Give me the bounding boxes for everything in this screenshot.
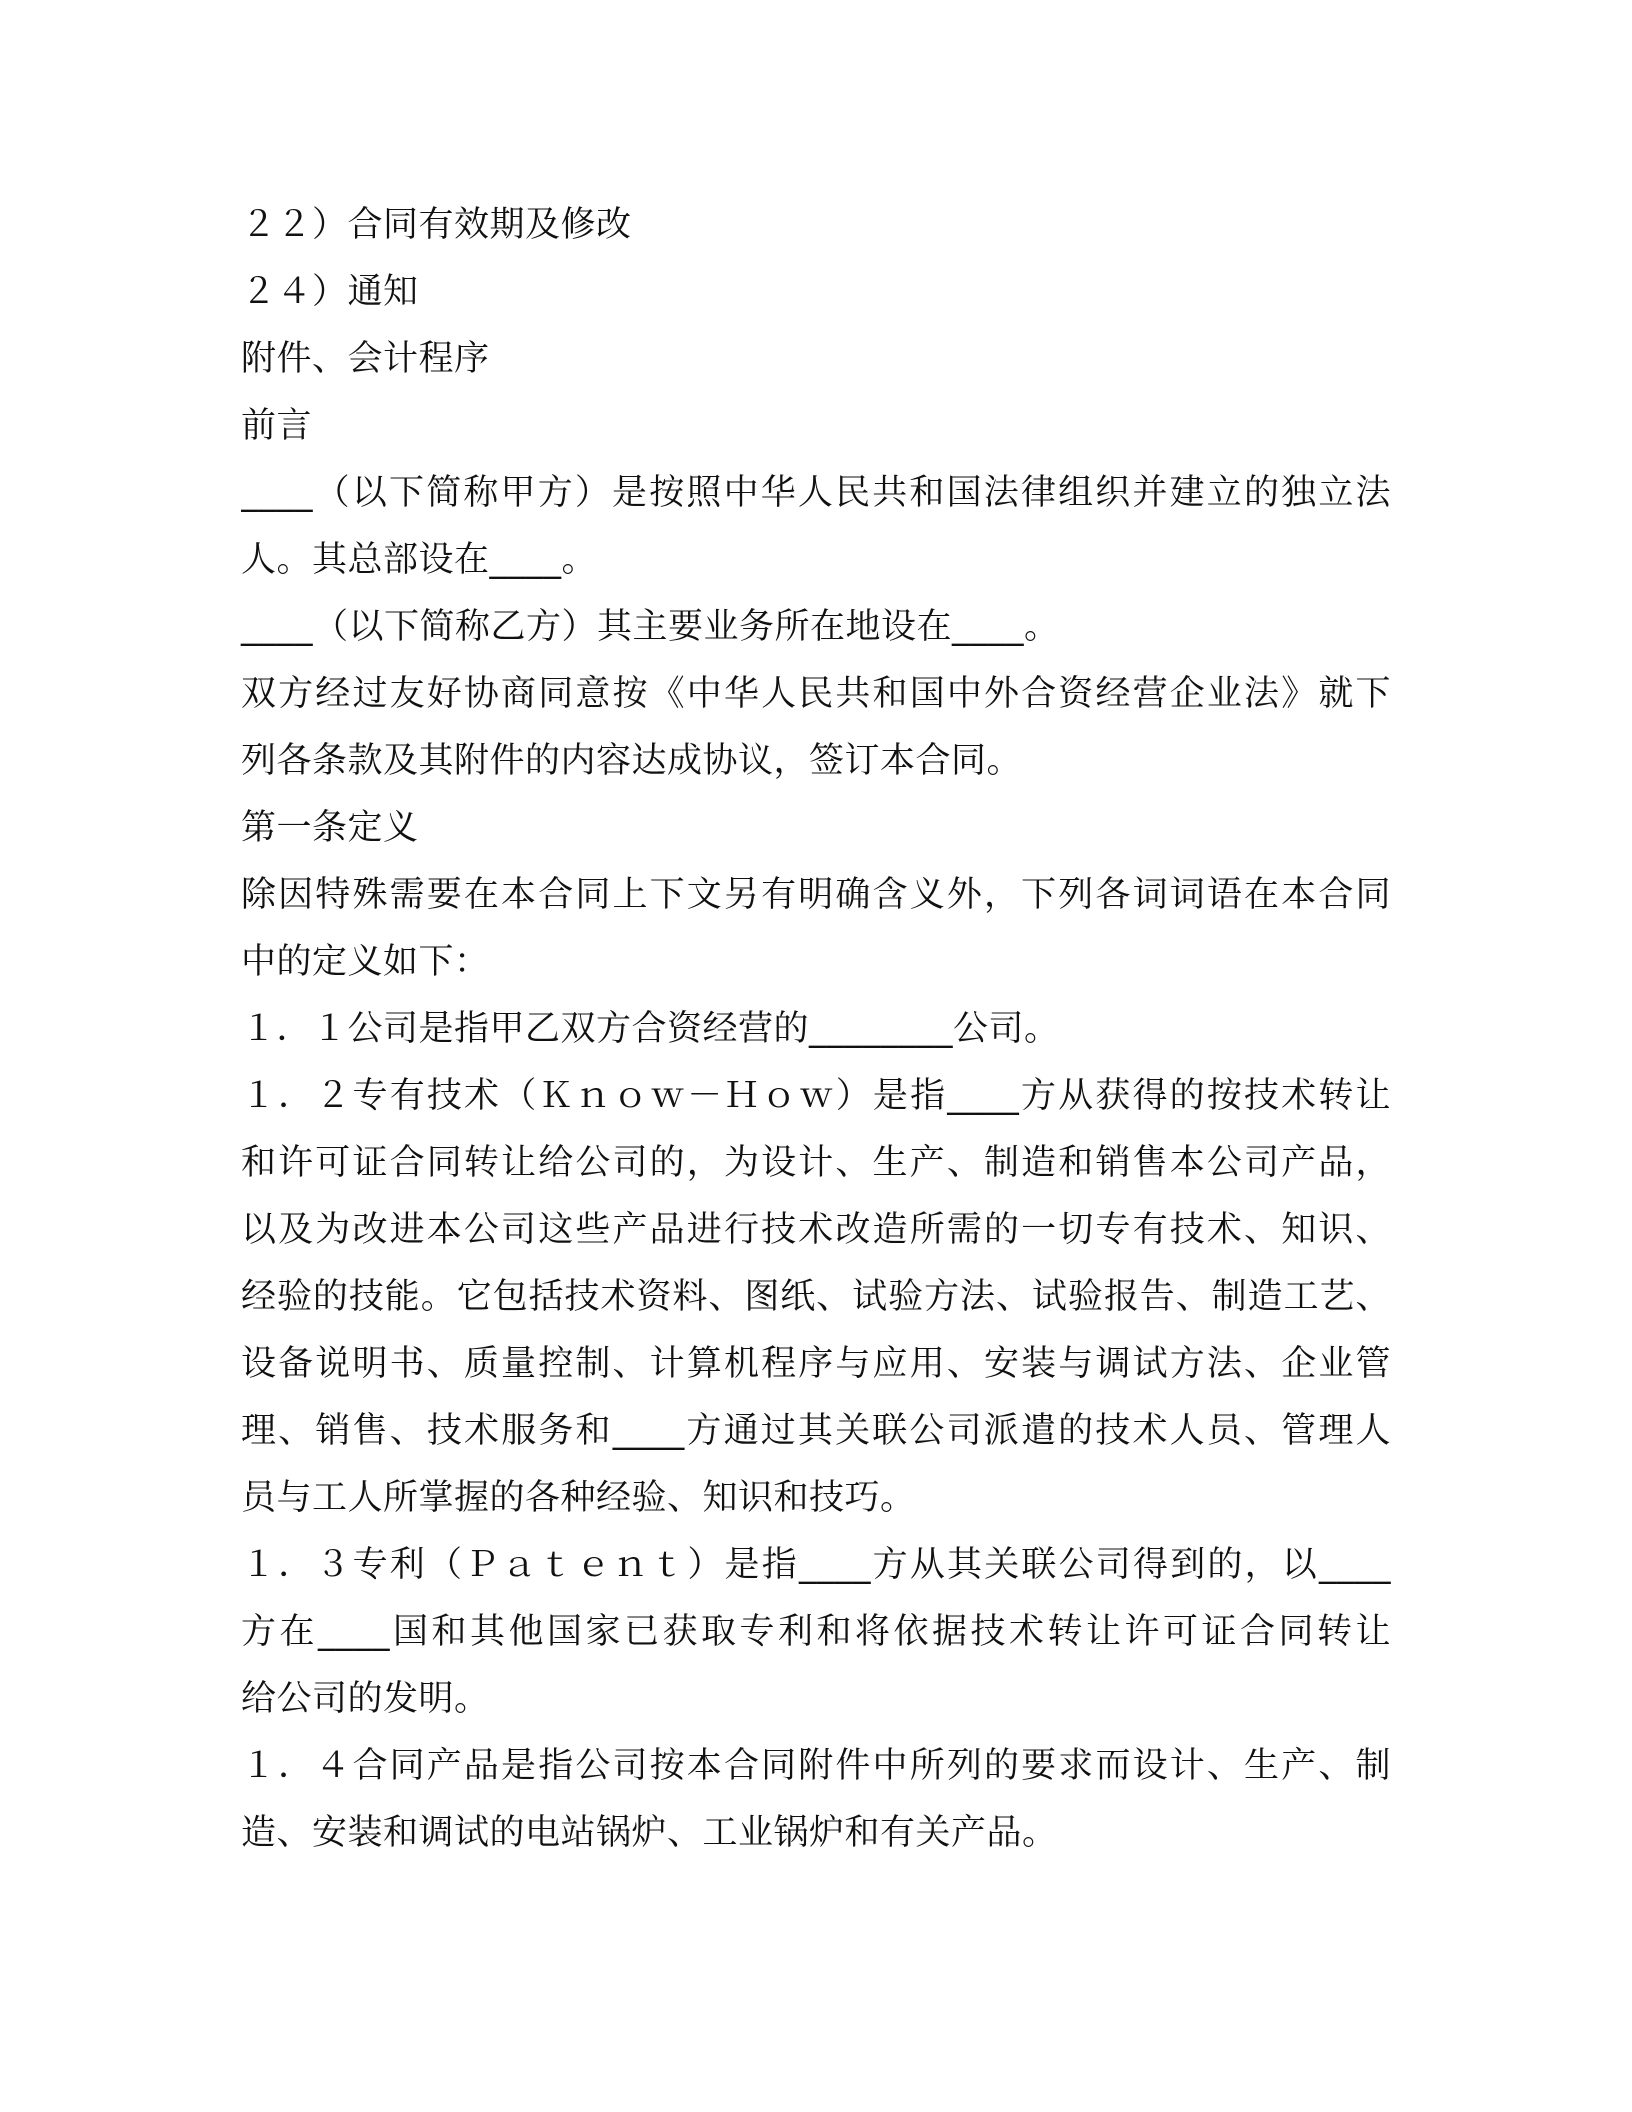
paragraph-line: 设备说明书、质量控制、计算机程序与应用、安装与调试方法、企业管 — [241, 1344, 1391, 1384]
paragraph-line: 除因特殊需要在本合同上下文另有明确含义外，下列各词词语在本合同 — [241, 875, 1391, 915]
paragraph-line: 给公司的发明。 — [241, 1679, 490, 1719]
paragraph-line: 和许可证合同转让给公司的，为设计、生产、制造和销售本公司产品， — [241, 1143, 1391, 1183]
clause-1-2: １．２专有技术（Ｋｎｏｗ－Ｈｏｗ）是指____方从获得的按技术转让 — [241, 1076, 1391, 1116]
clause-1-3: １．３专利（Ｐａｔｅｎｔ）是指____方从其关联公司得到的，以____ — [241, 1545, 1391, 1585]
paragraph-line: 造、安装和调试的电站锅炉、工业锅炉和有关产品。 — [241, 1813, 1058, 1853]
paragraph-line: 列各条款及其附件的内容达成协议，签订本合同。 — [241, 741, 1023, 781]
paragraph-line: ____（以下简称甲方）是按照中华人民共和国法律组织并建立的独立法 — [241, 473, 1391, 513]
paragraph-line: 理、销售、技术服务和____方通过其关联公司派遣的技术人员、管理人 — [241, 1411, 1391, 1451]
toc-item-24: ２４）通知 — [241, 272, 419, 312]
document-body — [241, 192, 1391, 1867]
paragraph-line: 中的定义如下： — [241, 942, 490, 982]
paragraph-line: ____（以下简称乙方）其主要业务所在地设在____。 — [241, 607, 1060, 647]
article-heading: 第一条定义 — [241, 808, 419, 848]
clause-1-1: １．１公司是指甲乙双方合资经营的________公司。 — [241, 1009, 1060, 1049]
clause-1-4: １．４合同产品是指公司按本合同附件中所列的要求而设计、生产、制 — [241, 1746, 1391, 1786]
paragraph-line: 经验的技能。它包括技术资料、图纸、试验方法、试验报告、制造工艺、 — [241, 1277, 1391, 1317]
section-heading-preface: 前言 — [241, 406, 313, 446]
paragraph-line: 员与工人所掌握的各种经验、知识和技巧。 — [241, 1478, 916, 1518]
paragraph-line: 以及为改进本公司这些产品进行技术改造所需的一切专有技术、知识、 — [241, 1210, 1391, 1250]
paragraph-line: 方在____国和其他国家已获取专利和将依据技术转让许可证合同转让 — [241, 1612, 1391, 1652]
toc-item-appendix: 附件、会计程序 — [241, 339, 490, 379]
paragraph-line: 人。其总部设在____。 — [241, 540, 598, 580]
toc-item-22: ２２）合同有效期及修改 — [241, 205, 632, 245]
paragraph-line: 双方经过友好协商同意按《中华人民共和国中外合资经营企业法》就下 — [241, 674, 1391, 714]
